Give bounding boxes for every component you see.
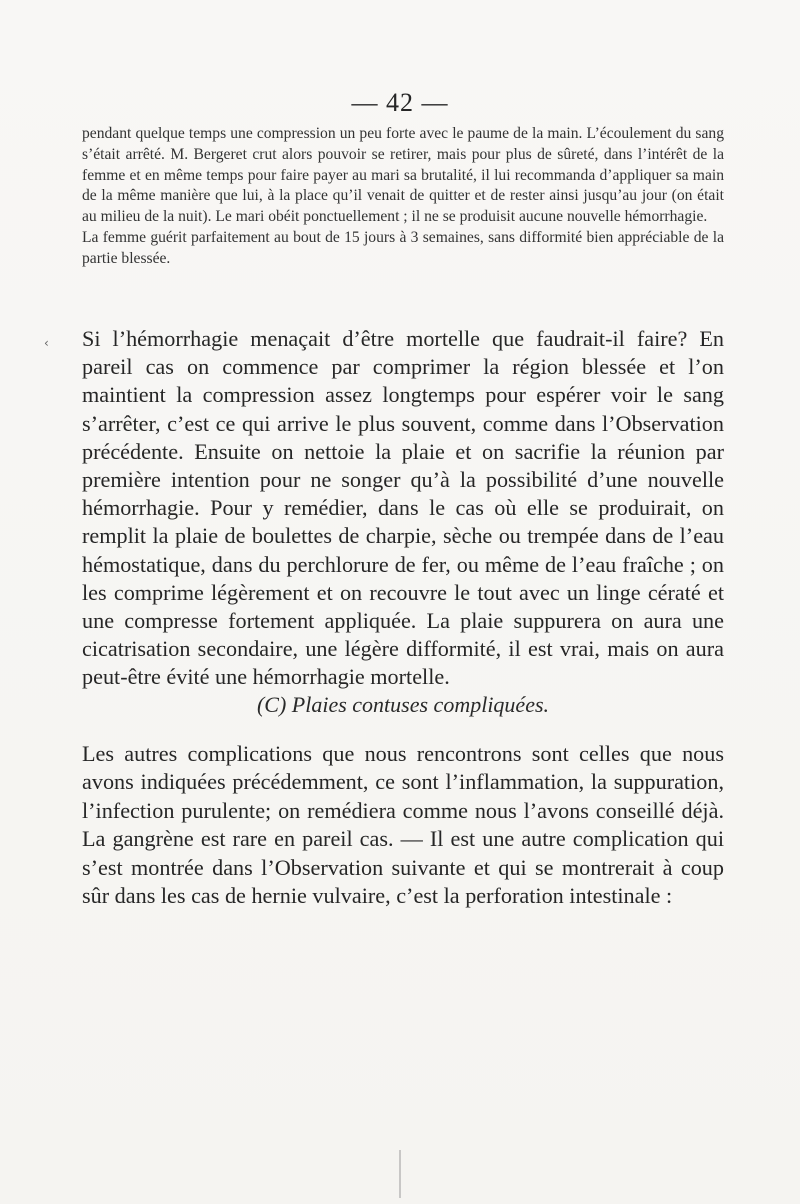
small-text-block [82,124,724,270]
complications-paragraph: Les autres complications que nous rencontrons sont celles que nous avons indiquées précédemment, ce sont l’inflammation, la suppuration, l’infection purulente; on remédiera comme nous l’avons conseillé déjà. La gangrène est rare en pareil cas. — Il est une autre complication qui s’est montrée dans l’Observation suivante et qui se montrerait à coup sûr dans les cas de hernie vulvaire, c’est la perforation intestinale : [82,741,724,909]
main-text-block [82,325,724,692]
section-heading: (C) Plaies contuses compliquées. [256,692,550,717]
outcome-paragraph: La femme guérit parfaitement au bout de 15 jours à 3 semaines, sans difformité bien appréciable de la partie blessée. [82,228,724,267]
margin-mark-icon: ‹ [44,336,49,350]
observation-paragraph: pendant quelque temps une compression un peu forte avec le paume de la main. L’écoulement du sang s’était arrêté. M. Bergeret crut alors pouvoir se retirer, mais pour plus de sûreté, dans l’intérêt de la femme et en même temps pour faire payer au mari sa brutalité, il lui recommanda d’appliquer sa main de la même manière que lui, à la place qu’il venait de quitter et de rester ainsi jusqu’au jour (on était au milieu de la nuit). Le mari obéit ponctuellement ; il ne se produisit aucune nouvelle hémorrhagie. [82,125,724,226]
bottom-margin-line-icon [396,1150,404,1198]
complications-text-block [82,740,724,910]
hemorrhage-paragraph: Si l’hémorrhagie menaçait d’être mortelle que faudrait-il faire? En pareil cas on commence par comprimer la région blessée et l’on maintient la compression assez longtemps pour espérer voir le sang s’arrêter, c’est ce qui arrive le plus souvent, comme dans l’Observation précédente. Ensuite on nettoie la plaie et on sacrifie la réunion par première intention pour ne songer qu’à la possibilité d’une nouvelle hémorrhagie. Pour y remédier, dans le cas où elle se produirait, on remplit la plaie de boulettes de charpie, sèche ou trempée dans de l’eau hémostatique, dans du perchlorure de fer, ou même de l’eau fraîche ; on les comprime légèrement et on recouvre le tout avec un linge cératé et une compresse fortement appliquée. La plaie suppurera on aura une cicatrisation secondaire, une légère difformité, il est vrai, mais on aura peut-être évité une hémorrhagie mortelle. [82,326,724,690]
page-number: — 42 — [351,88,449,117]
